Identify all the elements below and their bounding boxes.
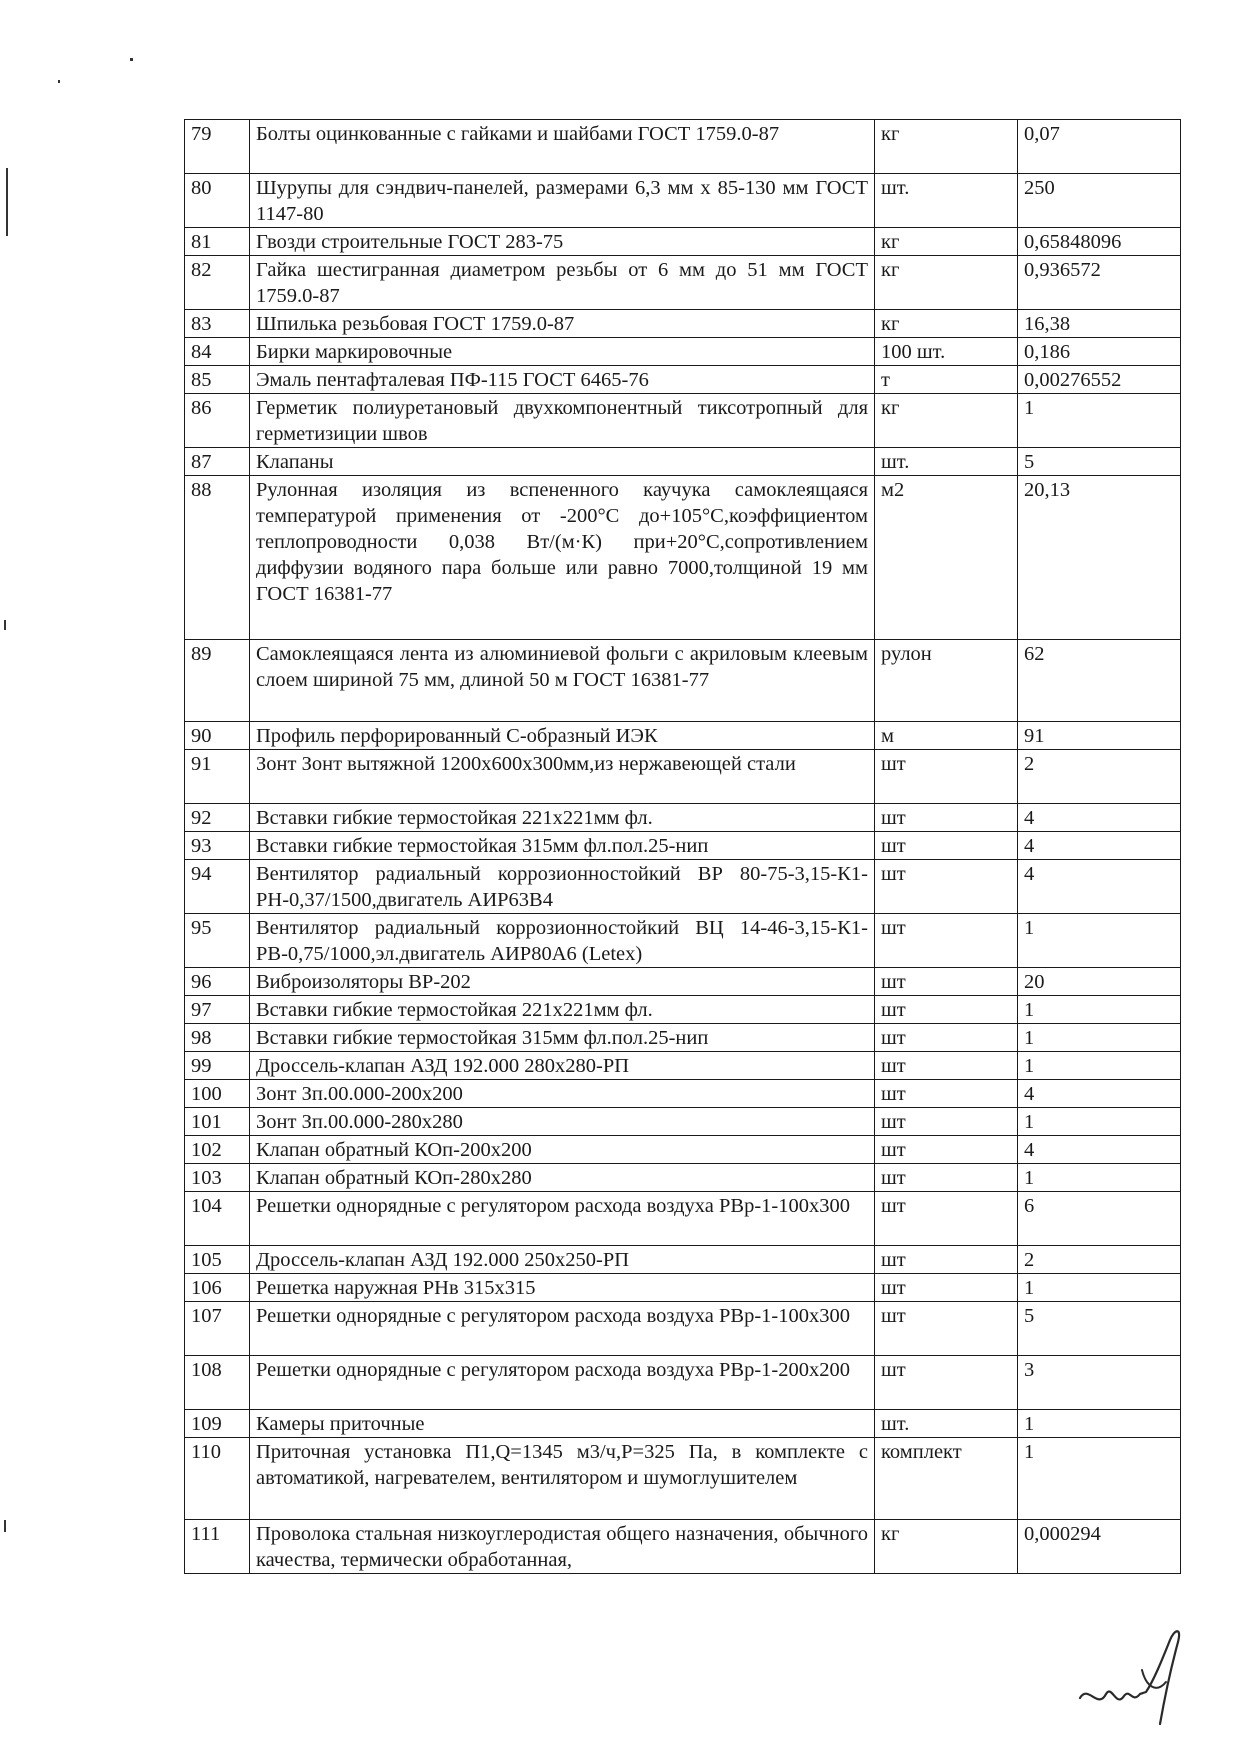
row-number: 81 <box>185 228 250 256</box>
table-row <box>185 1302 1181 1356</box>
item-unit: кг <box>875 394 1018 448</box>
item-name: Решетки однорядные с регулятором расхода воздуха РВр-1-100х300 <box>250 1302 875 1356</box>
scan-artifact-mark <box>4 1520 6 1532</box>
table-row <box>185 968 1181 996</box>
row-number: 87 <box>185 448 250 476</box>
item-name: Бирки маркировочные <box>250 338 875 366</box>
table-row <box>185 174 1181 228</box>
item-name: Рулонная изоляция из вспененного каучука самоклеящаяся температурой применения от -200°С до+105°С,коэффициентом теплопроводности 0,038 Вт/(м·К) при+20°С,сопротивлением диффузии водяного пара больше или равно 7000,толщиной 19 мм ГОСТ 16381-77 <box>250 476 875 640</box>
table-row <box>185 640 1181 722</box>
row-number: 90 <box>185 722 250 750</box>
table-row <box>185 1108 1181 1136</box>
item-name: Вставки гибкие термостойкая 221х221мм фл. <box>250 996 875 1024</box>
row-number: 96 <box>185 968 250 996</box>
table-row <box>185 1136 1181 1164</box>
table-row <box>185 1410 1181 1438</box>
item-quantity: 3 <box>1018 1356 1181 1410</box>
row-number: 86 <box>185 394 250 448</box>
item-quantity: 1 <box>1018 914 1181 968</box>
item-name: Решетка наружная РНв 315х315 <box>250 1274 875 1302</box>
table-row <box>185 1052 1181 1080</box>
item-name: Шпилька резьбовая ГОСТ 1759.0-87 <box>250 310 875 338</box>
table-row <box>185 914 1181 968</box>
item-unit: шт <box>875 1080 1018 1108</box>
item-name: Приточная установка П1,Q=1345 м3/ч,Р=325 Па, в комплекте с автоматикой, нагревателем, вентилятором и шумоглушителем <box>250 1438 875 1520</box>
item-quantity: 16,38 <box>1018 310 1181 338</box>
table-row <box>185 1192 1181 1246</box>
table-row <box>185 722 1181 750</box>
row-number: 100 <box>185 1080 250 1108</box>
item-quantity: 91 <box>1018 722 1181 750</box>
table-row <box>185 1164 1181 1192</box>
row-number: 83 <box>185 310 250 338</box>
item-name: Клапан обратный КОп-200х200 <box>250 1136 875 1164</box>
item-quantity: 4 <box>1018 832 1181 860</box>
scan-artifact-mark <box>6 168 8 236</box>
item-quantity: 1 <box>1018 394 1181 448</box>
item-name: Дроссель-клапан АЗД 192.000 280х280-РП <box>250 1052 875 1080</box>
item-name: Вставки гибкие термостойкая 221х221мм фл. <box>250 804 875 832</box>
table-row <box>185 1356 1181 1410</box>
table-row <box>185 1080 1181 1108</box>
item-quantity: 5 <box>1018 448 1181 476</box>
table-row <box>185 394 1181 448</box>
item-name: Зонт Зонт вытяжной 1200х600х300мм,из нержавеющей стали <box>250 750 875 804</box>
item-unit: шт <box>875 1192 1018 1246</box>
item-quantity: 1 <box>1018 1108 1181 1136</box>
row-number: 88 <box>185 476 250 640</box>
item-name: Вставки гибкие термостойкая 315мм фл.пол.25-нип <box>250 832 875 860</box>
item-unit: кг <box>875 228 1018 256</box>
table-row <box>185 1274 1181 1302</box>
row-number: 110 <box>185 1438 250 1520</box>
item-quantity: 5 <box>1018 1302 1181 1356</box>
item-name: Решетки однорядные с регулятором расхода воздуха РВр-1-200х200 <box>250 1356 875 1410</box>
table-row <box>185 310 1181 338</box>
item-name: Дроссель-клапан АЗД 192.000 250х250-РП <box>250 1246 875 1274</box>
item-unit: рулон <box>875 640 1018 722</box>
item-unit: шт <box>875 1302 1018 1356</box>
item-quantity: 1 <box>1018 1024 1181 1052</box>
item-quantity: 4 <box>1018 860 1181 914</box>
table-row <box>185 832 1181 860</box>
item-quantity: 2 <box>1018 750 1181 804</box>
table-row <box>185 996 1181 1024</box>
scan-artifact-mark <box>58 80 60 83</box>
item-unit: шт <box>875 968 1018 996</box>
row-number: 106 <box>185 1274 250 1302</box>
row-number: 102 <box>185 1136 250 1164</box>
item-unit: шт <box>875 1052 1018 1080</box>
row-number: 89 <box>185 640 250 722</box>
table-row <box>185 256 1181 310</box>
item-name: Клапаны <box>250 448 875 476</box>
row-number: 99 <box>185 1052 250 1080</box>
row-number: 79 <box>185 120 250 174</box>
item-quantity: 0,07 <box>1018 120 1181 174</box>
table-row <box>185 120 1181 174</box>
table-row <box>185 366 1181 394</box>
row-number: 104 <box>185 1192 250 1246</box>
item-unit: шт <box>875 914 1018 968</box>
row-number: 85 <box>185 366 250 394</box>
row-number: 82 <box>185 256 250 310</box>
item-name: Болты оцинкованные с гайками и шайбами ГОСТ 1759.0-87 <box>250 120 875 174</box>
item-unit: т <box>875 366 1018 394</box>
item-unit: шт <box>875 1246 1018 1274</box>
item-unit: шт. <box>875 174 1018 228</box>
item-name: Виброизоляторы ВР-202 <box>250 968 875 996</box>
item-unit: кг <box>875 120 1018 174</box>
scan-artifact-mark <box>130 58 133 61</box>
table-row <box>185 1246 1181 1274</box>
row-number: 98 <box>185 1024 250 1052</box>
item-quantity: 250 <box>1018 174 1181 228</box>
item-name: Самоклеящаяся лента из алюминиевой фольги с акриловым клеевым слоем шириной 75 мм, длиной 50 м ГОСТ 16381-77 <box>250 640 875 722</box>
item-quantity: 1 <box>1018 1164 1181 1192</box>
row-number: 84 <box>185 338 250 366</box>
item-name: Эмаль пентафталевая ПФ-115 ГОСТ 6465-76 <box>250 366 875 394</box>
item-quantity: 4 <box>1018 1136 1181 1164</box>
item-quantity: 62 <box>1018 640 1181 722</box>
item-quantity: 1 <box>1018 1274 1181 1302</box>
table-row <box>185 476 1181 640</box>
item-unit: м2 <box>875 476 1018 640</box>
materials-table <box>184 119 1181 1574</box>
item-unit: шт <box>875 1024 1018 1052</box>
table-row <box>185 228 1181 256</box>
row-number: 109 <box>185 1410 250 1438</box>
row-number: 105 <box>185 1246 250 1274</box>
item-unit: шт <box>875 1356 1018 1410</box>
table-row <box>185 1438 1181 1520</box>
row-number: 91 <box>185 750 250 804</box>
row-number: 92 <box>185 804 250 832</box>
item-name: Вставки гибкие термостойкая 315мм фл.пол.25-нип <box>250 1024 875 1052</box>
item-unit: шт <box>875 1164 1018 1192</box>
item-quantity: 20 <box>1018 968 1181 996</box>
row-number: 97 <box>185 996 250 1024</box>
item-unit: шт <box>875 1108 1018 1136</box>
item-unit: шт <box>875 750 1018 804</box>
item-unit: шт <box>875 996 1018 1024</box>
item-name: Шурупы для сэндвич-панелей, размерами 6,3 мм х 85-130 мм ГОСТ 1147-80 <box>250 174 875 228</box>
item-name: Проволока стальная низкоуглеродистая общего назначения, обычного качества, термически обработанная, <box>250 1520 875 1574</box>
item-quantity: 0,186 <box>1018 338 1181 366</box>
row-number: 80 <box>185 174 250 228</box>
row-number: 94 <box>185 860 250 914</box>
item-name: Герметик полиуретановый двухкомпонентный тиксотропный для герметизиции швов <box>250 394 875 448</box>
item-quantity: 1 <box>1018 1438 1181 1520</box>
item-name: Камеры приточные <box>250 1410 875 1438</box>
item-unit: шт. <box>875 1410 1018 1438</box>
item-unit: кг <box>875 310 1018 338</box>
item-unit: шт <box>875 1274 1018 1302</box>
table-row <box>185 448 1181 476</box>
item-quantity: 1 <box>1018 1052 1181 1080</box>
scan-artifact-mark <box>4 620 6 630</box>
item-name: Зонт Зп.00.000-200х200 <box>250 1080 875 1108</box>
row-number: 111 <box>185 1520 250 1574</box>
item-unit: 100 шт. <box>875 338 1018 366</box>
table-row <box>185 750 1181 804</box>
table-row <box>185 1024 1181 1052</box>
item-name: Гвозди строительные ГОСТ 283-75 <box>250 228 875 256</box>
item-name: Вентилятор радиальный коррозионностойкий ВЦ 14-46-3,15-К1-РВ-0,75/1000,эл.двигатель АИР80А6 (Letex) <box>250 914 875 968</box>
item-unit: шт <box>875 1136 1018 1164</box>
item-quantity: 20,13 <box>1018 476 1181 640</box>
item-unit: кг <box>875 256 1018 310</box>
item-name: Профиль перфорированный С-образный ИЭК <box>250 722 875 750</box>
item-unit: м <box>875 722 1018 750</box>
item-unit: шт <box>875 804 1018 832</box>
item-name: Вентилятор радиальный коррозионностойкий ВР 80-75-3,15-К1-РН-0,37/1500,двигатель АИР63В4 <box>250 860 875 914</box>
item-name: Решетки однорядные с регулятором расхода воздуха РВр-1-100х300 <box>250 1192 875 1246</box>
item-quantity: 0,000294 <box>1018 1520 1181 1574</box>
handwritten-signature <box>1070 1620 1200 1730</box>
item-name: Клапан обратный КОп-280х280 <box>250 1164 875 1192</box>
item-quantity: 4 <box>1018 804 1181 832</box>
row-number: 101 <box>185 1108 250 1136</box>
row-number: 107 <box>185 1302 250 1356</box>
table-row <box>185 804 1181 832</box>
row-number: 108 <box>185 1356 250 1410</box>
table-row <box>185 860 1181 914</box>
item-unit: шт <box>875 832 1018 860</box>
item-name: Гайка шестигранная диаметром резьбы от 6 мм до 51 мм ГОСТ 1759.0-87 <box>250 256 875 310</box>
item-unit: комплект <box>875 1438 1018 1520</box>
item-unit: кг <box>875 1520 1018 1574</box>
item-quantity: 0,00276552 <box>1018 366 1181 394</box>
item-unit: шт. <box>875 448 1018 476</box>
item-quantity: 1 <box>1018 1410 1181 1438</box>
item-quantity: 0,936572 <box>1018 256 1181 310</box>
row-number: 95 <box>185 914 250 968</box>
row-number: 103 <box>185 1164 250 1192</box>
item-name: Зонт Зп.00.000-280х280 <box>250 1108 875 1136</box>
item-quantity: 6 <box>1018 1192 1181 1246</box>
row-number: 93 <box>185 832 250 860</box>
table-row <box>185 1520 1181 1574</box>
item-quantity: 0,65848096 <box>1018 228 1181 256</box>
materials-table-body <box>185 120 1181 1574</box>
item-quantity: 2 <box>1018 1246 1181 1274</box>
item-unit: шт <box>875 860 1018 914</box>
table-row <box>185 338 1181 366</box>
item-quantity: 4 <box>1018 1080 1181 1108</box>
item-quantity: 1 <box>1018 996 1181 1024</box>
